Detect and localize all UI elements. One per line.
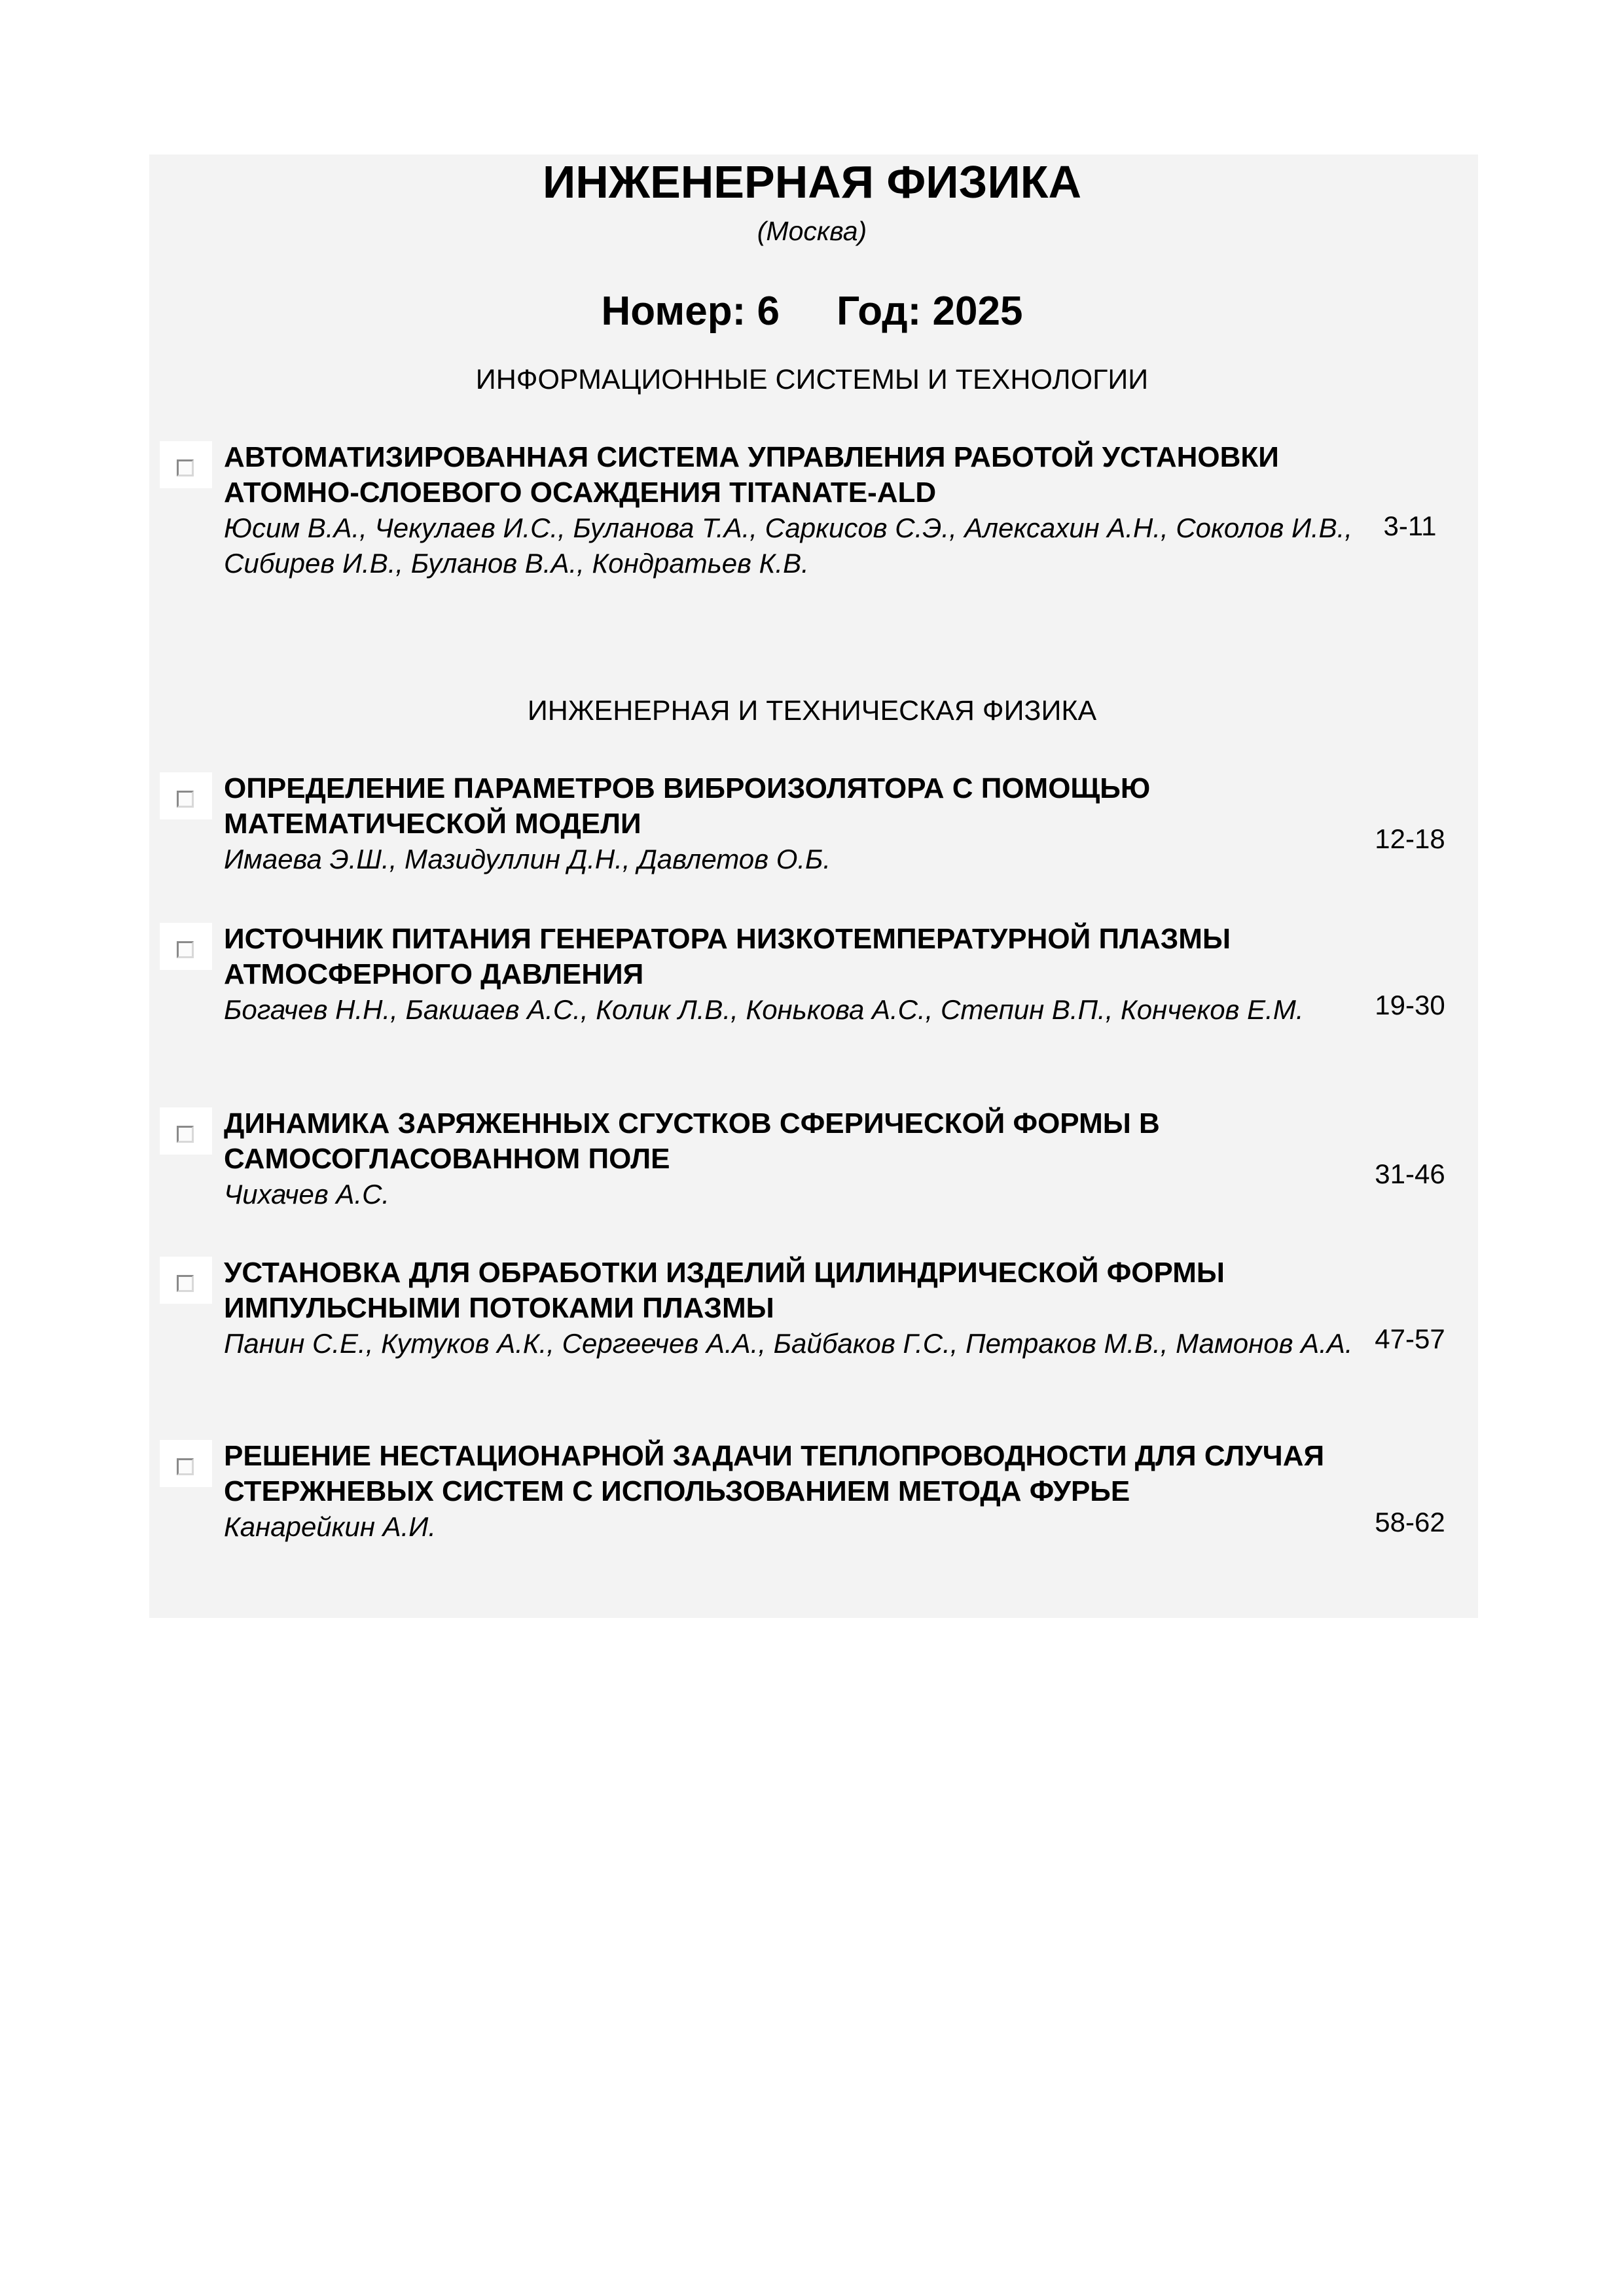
article-title-link[interactable]: УСТАНОВКА ДЛЯ ОБРАБОТКИ ИЗДЕЛИЙ ЦИЛИНДРИЧЕСКОЙ ФОРМЫ ИМПУЛЬСНЫМИ ПОТОКАМИ ПЛАЗМЫ <box>224 1257 1225 1324</box>
checkbox-icon <box>177 941 194 958</box>
article-title-link[interactable]: АВТОМАТИЗИРОВАННАЯ СИСТЕМА УПРАВЛЕНИЯ РАБОТОЙ УСТАНОВКИ АТОМНО-СЛОЕВОГО ОСАЖДЕНИЯ TITANATE-ALD <box>224 441 1279 509</box>
article-title-link[interactable]: ИСТОЧНИК ПИТАНИЯ ГЕНЕРАТОРА НИЗКОТЕМПЕРАТУРНОЙ ПЛАЗМЫ АТМОСФЕРНОГО ДАВЛЕНИЯ <box>224 923 1231 990</box>
section-heading: ИНФОРМАЦИОННЫЕ СИСТЕМЫ И ТЕХНОЛОГИИ <box>475 364 1149 395</box>
checkbox-icon <box>177 791 194 808</box>
article-checkbox[interactable] <box>160 1440 212 1487</box>
journal-city: (Москва) <box>757 216 867 246</box>
article-title-link[interactable]: ДИНАМИКА ЗАРЯЖЕННЫХ СГУСТКОВ СФЕРИЧЕСКОЙ ФОРМЫ В САМОСОГЛАСОВАННОМ ПОЛЕ <box>224 1107 1160 1175</box>
article-pages: 47-57 <box>1375 1323 1445 1354</box>
article-body <box>224 1106 1376 1212</box>
article-checkbox[interactable] <box>160 772 212 819</box>
article-title-link[interactable]: РЕШЕНИЕ НЕСТАЦИОНАРНОЙ ЗАДАЧИ ТЕПЛОПРОВОДНОСТИ ДЛЯ СЛУЧАЯ СТЕРЖНЕВЫХ СИСТЕМ С ИСПОЛЬЗОВАНИЕМ МЕТОДА ФУРЬЕ <box>224 1440 1325 1507</box>
article-pages: 3-11 <box>1383 511 1437 541</box>
issue-number: 6 <box>757 289 780 334</box>
journal-title: ИНЖЕНЕРНАЯ ФИЗИКА <box>542 156 1082 207</box>
article-checkbox[interactable] <box>160 1257 212 1304</box>
article-authors: Чихачев А.С. <box>224 1179 390 1210</box>
issue-line <box>0 288 1624 334</box>
checkbox-icon <box>177 1458 194 1475</box>
article-body <box>224 440 1376 581</box>
issue-year: 2025 <box>932 289 1023 334</box>
checkbox-icon <box>177 1275 194 1292</box>
issue-label: Номер: <box>601 289 746 334</box>
article-authors: Имаева Э.Ш., Мазидуллин Д.Н., Давлетов О.Б. <box>224 844 831 874</box>
article-checkbox[interactable] <box>160 441 212 488</box>
article-body <box>224 1439 1376 1545</box>
article-pages: 58-62 <box>1375 1507 1445 1537</box>
year-label: Год: <box>837 289 922 334</box>
article-authors: Юсим В.А., Чекулаев И.С., Буланова Т.А., Саркисов С.Э., Алексахин А.Н., Соколов И.В., Сибирев И.В., Буланов В.А., Кондратьев К.В. <box>224 512 1353 579</box>
article-pages: 31-46 <box>1375 1158 1445 1189</box>
article-pages: 19-30 <box>1375 990 1445 1020</box>
article-authors: Панин С.Е., Кутуков А.К., Сергеечев А.А., Байбаков Г.С., Петраков М.В., Мамонов А.А. <box>224 1328 1353 1359</box>
article-authors: Канарейкин А.И. <box>224 1511 437 1542</box>
article-checkbox[interactable] <box>160 923 212 970</box>
checkbox-icon <box>177 1126 194 1143</box>
article-body <box>224 1255 1376 1361</box>
article-body <box>224 771 1376 877</box>
article-checkbox[interactable] <box>160 1107 212 1155</box>
article-title-link[interactable]: ОПРЕДЕЛЕНИЕ ПАРАМЕТРОВ ВИБРОИЗОЛЯТОРА С ПОМОЩЬЮ МАТЕМАТИЧЕСКОЙ МОДЕЛИ <box>224 772 1151 840</box>
checkbox-icon <box>177 459 194 476</box>
section-heading: ИНЖЕНЕРНАЯ И ТЕХНИЧЕСКАЯ ФИЗИКА <box>527 695 1097 726</box>
article-body <box>224 922 1376 1028</box>
article-pages: 12-18 <box>1375 823 1445 854</box>
article-authors: Богачев Н.Н., Бакшаев А.С., Колик Л.В., Конькова А.С., Степин В.П., Кончеков Е.М. <box>224 994 1304 1025</box>
